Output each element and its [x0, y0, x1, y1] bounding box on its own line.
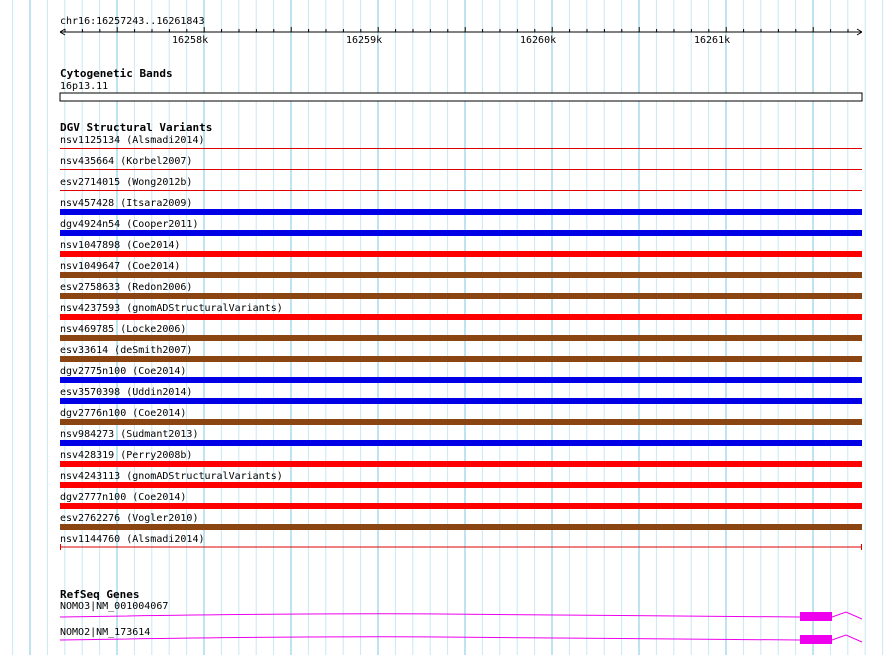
variant-bar	[60, 398, 862, 404]
ruler-tick-label: 16260k	[520, 35, 557, 46]
variant-label[interactable]: nsv1047898 (Coe2014)	[60, 240, 181, 251]
variant-label[interactable]: nsv4237593 (gnomADStructuralVariants)	[60, 303, 283, 314]
variant-bar	[60, 251, 862, 257]
variant-bar	[60, 356, 862, 362]
gene-nomo3-intron-end	[832, 612, 862, 619]
variant-label[interactable]: nsv469785 (Locke2006)	[60, 324, 187, 335]
variant-bar	[60, 482, 862, 488]
variant-bar	[60, 377, 862, 383]
ruler-tick-label: 16259k	[346, 35, 383, 46]
ruler-coordinates: chr16:16257243..16261843	[60, 16, 205, 27]
cyto-track-title[interactable]: Cytogenetic Bands	[60, 67, 173, 80]
variant-bar	[60, 190, 862, 191]
variant-bar	[60, 148, 862, 149]
ruler-tick-label: 16261k	[694, 35, 731, 46]
variant-label[interactable]: nsv1049647 (Coe2014)	[60, 261, 181, 272]
variant-label[interactable]: dgv2776n100 (Coe2014)	[60, 408, 187, 419]
variant-bar	[60, 440, 862, 446]
refseq-track-title[interactable]: RefSeq Genes	[60, 588, 140, 601]
variant-label[interactable]: nsv4243113 (gnomADStructuralVariants)	[60, 471, 283, 482]
variant-bar	[60, 314, 862, 320]
variant-label[interactable]: esv2762276 (Vogler2010)	[60, 513, 199, 524]
variant-bar	[60, 524, 862, 530]
variant-label[interactable]: dgv2775n100 (Coe2014)	[60, 366, 187, 377]
gene-nomo2-intron-end	[832, 635, 862, 642]
variant-bar	[60, 169, 862, 170]
variant-label[interactable]: esv33614 (deSmith2007)	[60, 345, 193, 356]
gene-label-nomo3[interactable]: NOMO3|NM_001004067	[60, 601, 169, 612]
gene-label-nomo2[interactable]: NOMO2|NM_173614	[60, 627, 151, 638]
dgv-track-title[interactable]: DGV Structural Variants	[60, 121, 213, 134]
variant-label[interactable]: esv3570398 (Uddin2014)	[60, 387, 193, 398]
variant-bar	[60, 419, 862, 425]
ruler-tick-label: 16258k	[172, 35, 209, 46]
gene-nomo3-exon	[800, 612, 832, 621]
cyto-band-label[interactable]: 16p13.11	[60, 81, 109, 92]
variant-label[interactable]: nsv984273 (Sudmant2013)	[60, 429, 199, 440]
variant-label[interactable]: nsv435664 (Korbel2007)	[60, 156, 193, 167]
variant-bar	[60, 293, 862, 299]
variant-bar	[60, 230, 862, 236]
variant-label[interactable]: nsv1144760 (Alsmadi2014)	[60, 534, 205, 545]
variant-label[interactable]: dgv2777n100 (Coe2014)	[60, 492, 187, 503]
variant-bar	[60, 209, 862, 215]
variant-label[interactable]: dgv4924n54 (Cooper2011)	[60, 219, 199, 230]
variant-label[interactable]: nsv457428 (Itsara2009)	[60, 198, 193, 209]
variant-label[interactable]: nsv1125134 (Alsmadi2014)	[60, 135, 205, 146]
variant-bar	[60, 335, 862, 341]
variant-bar	[60, 272, 862, 278]
variant-label[interactable]: esv2714015 (Wong2012b)	[60, 177, 193, 188]
cyto-band-16p13-11	[60, 93, 862, 101]
variant-bar	[60, 503, 862, 509]
variant-label[interactable]: esv2758633 (Redon2006)	[60, 282, 193, 293]
variant-label[interactable]: nsv428319 (Perry2008b)	[60, 450, 193, 461]
variant-bar	[60, 461, 862, 467]
gene-nomo2-exon	[800, 635, 832, 644]
